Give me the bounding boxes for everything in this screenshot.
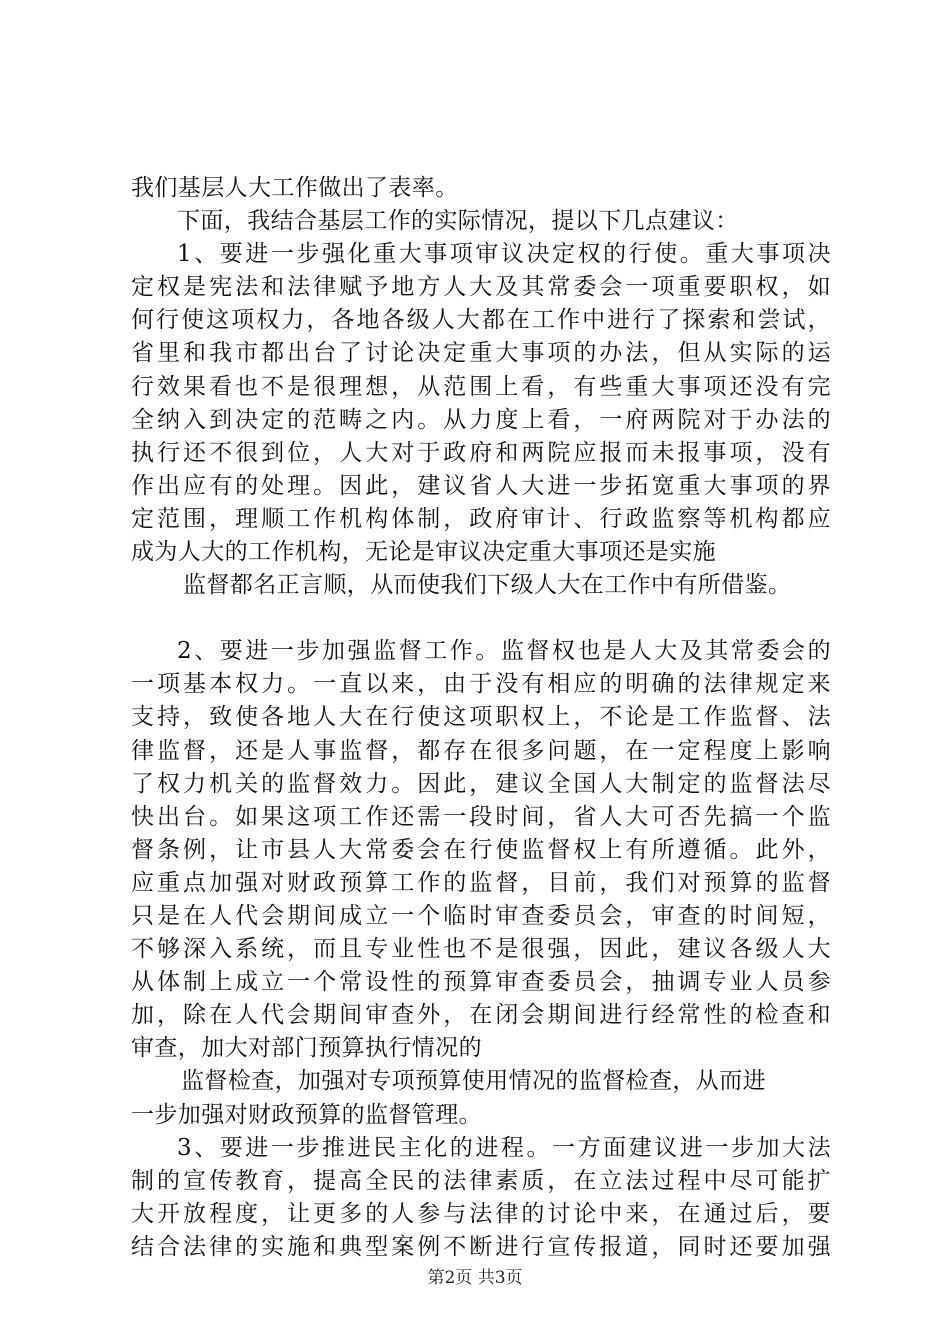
text-line: 何行使这项权力，各地各级人大都在工作中进行了探索和尝试， <box>131 307 831 334</box>
text-line: 加，除在人代会期间审查外，在闭会期间进行经常性的检查和 <box>131 1002 831 1029</box>
text-line: 成为人大的工作机构，无论是审议决定重大事项还是实施 <box>131 539 716 566</box>
text-line: 大开放程度，让更多的人参与法律的讨论中来，在通过后，要 <box>131 1200 831 1227</box>
text-line: 督条例，让市县人大常委会在行使监督权上有所遵循。此外， <box>131 836 831 863</box>
text-line: 从体制上成立一个常设性的预算审查委员会，抽调专业人员参 <box>131 969 831 996</box>
text-line: 应重点加强对财政预算工作的监督，目前，我们对预算的监督 <box>131 869 831 896</box>
text-line: 只是在人代会期间成立一个临时审查委员会，审查的时间短， <box>131 902 831 929</box>
text-line: 审查，加大对部门预算执行情况的 <box>131 1035 482 1062</box>
text-line: 一步加强对财政预算的监督管理。 <box>131 1101 482 1128</box>
text-line: 作出应有的处理。因此，建议省人大进一步拓宽重大事项的界 <box>131 472 831 499</box>
document-body <box>131 172 831 1264</box>
text-line: 制的宣传教育，提高全民的法律素质，在立法过程中尽可能扩 <box>131 1167 831 1194</box>
page-number-footer: 第2页 共3页 <box>427 1268 523 1288</box>
text-line: 3、要进一步推进民主化的进程。一方面建议进一步加大法 <box>177 1134 831 1161</box>
text-line: 行效果看也不是很理想，从范围上看，有些重大事项还没有完 <box>131 373 831 400</box>
text-line: 下面，我结合基层工作的实际情况，提以下几点建议： <box>177 208 739 235</box>
text-line: 全纳入到决定的范畴之内。从力度上看，一府两院对于办法的 <box>131 406 831 433</box>
text-line: 1、要进一步强化重大事项审议决定权的行使。重大事项决 <box>177 241 831 268</box>
text-line: 一项基本权力。一直以来，由于没有相应的明确的法律规定来 <box>131 671 831 698</box>
text-line: 监督都名正言顺，从而使我们下级人大在工作中有所借鉴。 <box>183 572 792 599</box>
text-line: 支持，致使各地人大在行使这项职权上，不论是工作监督、法 <box>131 704 831 731</box>
text-line: 律监督，还是人事监督，都存在很多问题，在一定程度上影响 <box>131 737 831 764</box>
text-line: 监督检查，加强对专项预算使用情况的监督检查，从而进 <box>181 1068 766 1095</box>
text-line: 定范围，理顺工作机构体制，政府审计、行政监察等机构都应 <box>131 505 831 532</box>
paragraph-gap <box>131 602 831 635</box>
text-line: 不够深入系统，而且专业性也不是很强，因此，建议各级人大 <box>131 936 831 963</box>
text-line: 结合法律的实施和典型案例不断进行宣传报道，同时还要加强 <box>131 1233 831 1260</box>
text-line: 了权力机关的监督效力。因此，建议全国人大制定的监督法尽 <box>131 770 831 797</box>
text-line: 定权是宪法和法律赋予地方人大及其常委会一项重要职权，如 <box>131 274 831 301</box>
text-line: 执行还不很到位，人大对于政府和两院应报而未报事项，没有 <box>131 439 831 466</box>
text-line: 快出台。如果这项工作还需一段时间，省人大可否先搞一个监 <box>131 803 831 830</box>
text-line: 2、要进一步加强监督工作。监督权也是人大及其常委会的 <box>177 638 831 665</box>
text-line: 省里和我市都出台了讨论决定重大事项的办法，但从实际的运 <box>131 340 831 367</box>
text-line: 我们基层人大工作做出了表率。 <box>131 175 459 201</box>
